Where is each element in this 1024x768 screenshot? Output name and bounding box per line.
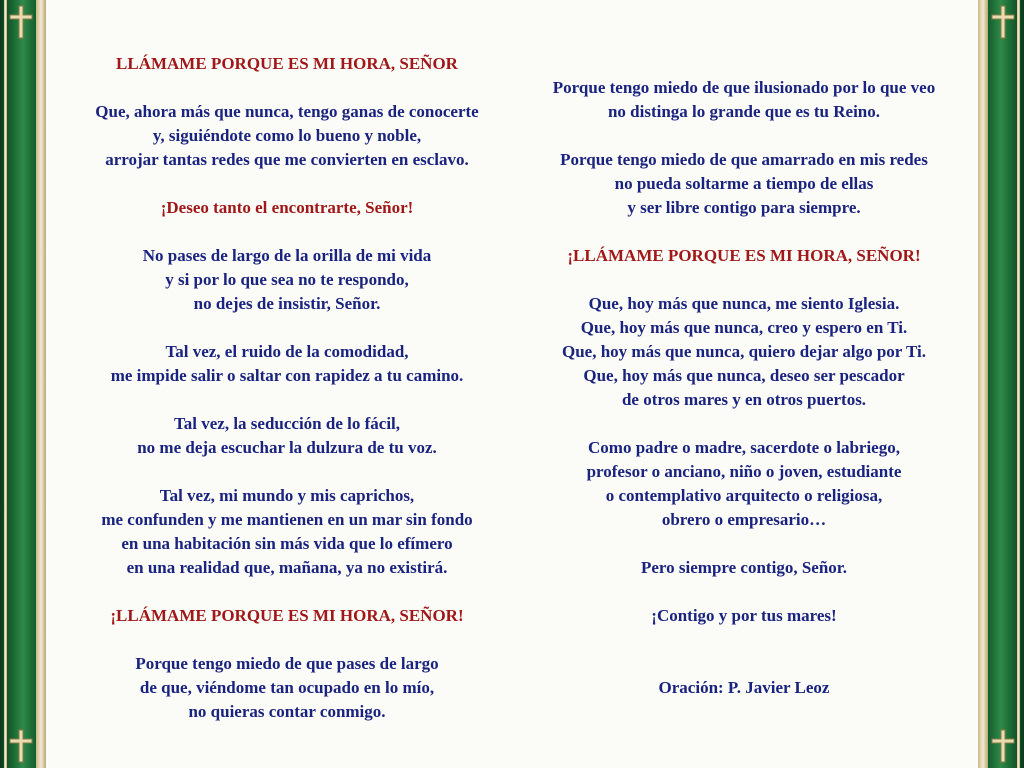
cross-icon [8, 4, 34, 40]
left-border [0, 0, 46, 768]
border-rail [1017, 0, 1020, 768]
poem-line: me confunden y me mantienen en un mar sin fondo [101, 510, 473, 529]
poem-line: arrojar tantas redes que me convierten en esclavo. [105, 150, 469, 169]
poem-line: Que, ahora más que nunca, tengo ganas de conocerte [95, 102, 479, 121]
poem-line: y si por lo que sea no te respondo, [165, 270, 409, 289]
border-rail [4, 0, 7, 768]
poem-line: No pases de largo de la orilla de mi vida [142, 246, 432, 265]
poem-line: en una realidad que, mañana, ya no existirá. [126, 558, 448, 577]
poem-line: de otros mares y en otros puertos. [621, 390, 867, 409]
right-border [978, 0, 1024, 768]
right-column [516, 76, 972, 724]
poem-line: profesor o anciano, niño o joven, estudiante [586, 462, 902, 481]
cross-icon [990, 4, 1016, 40]
poem-line: Que, hoy más que nunca, quiero dejar algo por Ti. [562, 342, 926, 361]
poem-line: no distinga lo grande que es tu Reino. [607, 102, 881, 121]
poem-line: ¡Deseo tanto el encontrarte, Señor! [160, 198, 414, 217]
poem-line: me impide salir o saltar con rapidez a tu camino. [110, 366, 464, 385]
cross-icon [990, 728, 1016, 764]
poem-line: Porque tengo miedo de que pases de largo [135, 654, 439, 673]
poem-line: obrero o empresario… [661, 510, 827, 529]
poem-line: y ser libre contigo para siempre. [627, 198, 861, 217]
author-credit: Oración: P. Javier Leoz [658, 678, 830, 697]
poem-line: Porque tengo miedo de que amarrado en mis redes [560, 150, 928, 169]
poem-line: no quieras contar conmigo. [188, 702, 386, 721]
poem-line: o contemplativo arquitecto o religiosa, [605, 486, 883, 505]
cross-icon [8, 728, 34, 764]
poem-line: Pero siempre contigo, Señor. [640, 558, 848, 577]
left-column [58, 52, 516, 748]
poem-line: Que, hoy más que nunca, creo y espero en Ti. [580, 318, 908, 337]
poem-line: ¡Contigo y por tus mares! [651, 606, 837, 625]
poem-title: LLÁMAME PORQUE ES MI HORA, SEÑOR [116, 54, 458, 73]
poem-line: no dejes de insistir, Señor. [193, 294, 381, 313]
poem-line: en una habitación sin más vida que lo efímero [121, 534, 453, 553]
poem-line: no me deja escuchar la dulzura de tu voz. [137, 438, 437, 457]
poem-line: Que, hoy más que nunca, me siento Iglesia. [588, 294, 900, 313]
poem-line: Tal vez, el ruido de la comodidad, [165, 342, 409, 361]
poem-line: Que, hoy más que nunca, deseo ser pescador [583, 366, 905, 385]
refrain: ¡LLÁMAME PORQUE ES MI HORA, SEÑOR! [567, 246, 921, 265]
refrain: ¡LLÁMAME PORQUE ES MI HORA, SEÑOR! [110, 606, 464, 625]
poem-line: Tal vez, mi mundo y mis caprichos, [159, 486, 415, 505]
poem-line: no pueda soltarme a tiempo de ellas [614, 174, 874, 193]
poem-line: Porque tengo miedo de que ilusionado por lo que veo [552, 78, 936, 97]
poem-line: Tal vez, la seducción de lo fácil, [173, 414, 401, 433]
poem-line: de que, viéndome tan ocupado en lo mío, [139, 678, 435, 697]
poem-line: y, siguiéndote como lo bueno y noble, [152, 126, 422, 145]
poem-line: Como padre o madre, sacerdote o labriego, [588, 438, 900, 457]
